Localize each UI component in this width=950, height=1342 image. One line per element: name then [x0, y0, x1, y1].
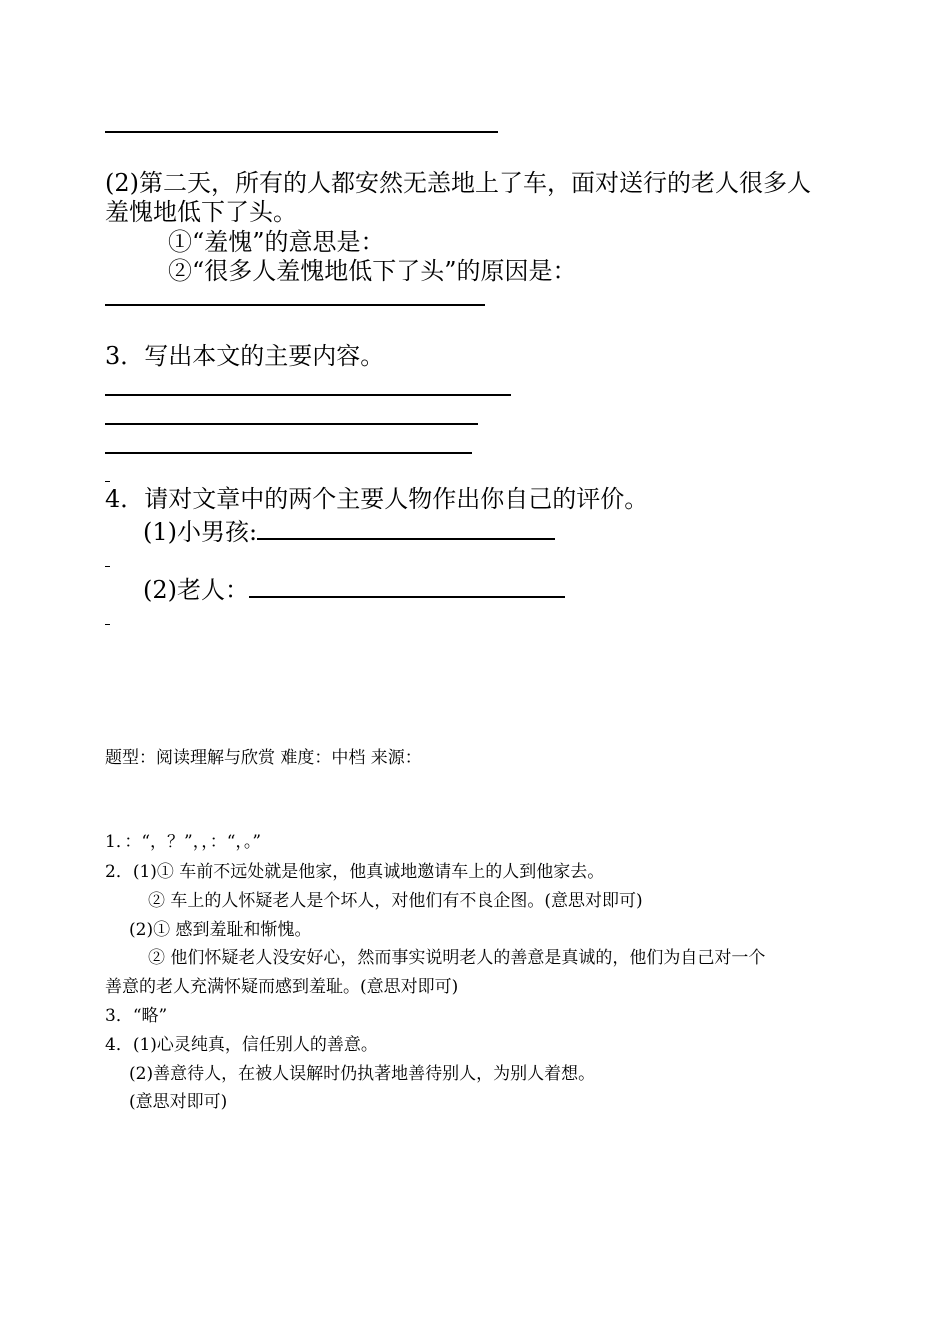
question-meta: 题型：阅读理解与欣赏 难度：中档 来源：: [105, 748, 422, 768]
answer-1: 1．：“，？”，，：“，。”: [105, 832, 262, 852]
question-4-boy: [143, 514, 555, 547]
dash-mark: [105, 481, 110, 482]
old-man-answer-blank[interactable]: [249, 572, 565, 598]
answer-2-2-1: (2)① 感到羞耻和惭愧。: [129, 920, 312, 940]
question-4-old-label: (2)老人：: [143, 576, 249, 604]
dash-mark: [105, 624, 110, 625]
answer-4-2: (2)善意待人，在被人误解时仍执著地善待别人，为别人着想。: [129, 1064, 596, 1084]
answer-4-3: (意思对即可): [129, 1092, 228, 1112]
question-4-boy-label: (1)小男孩:: [143, 518, 258, 546]
question-2-sub-1: ①“羞愧”的意思是：: [168, 228, 385, 256]
question-2-part-2-cont: 羞愧地低下了头。: [105, 198, 297, 226]
dash-mark: [105, 566, 110, 567]
question-4-old-man: [143, 572, 565, 605]
answer-line[interactable]: [105, 304, 485, 306]
answer-3: 3．“略”: [105, 1006, 168, 1026]
answer-2-1-2: ② 车上的人怀疑老人是个坏人，对他们有不良企图。(意思对即可): [148, 891, 643, 911]
answer-line[interactable]: [105, 131, 498, 133]
question-3: 3．写出本文的主要内容。: [105, 342, 385, 370]
question-2-part-2: (2)第二天，所有的人都安然无恙地上了车，面对送行的老人很多人: [105, 169, 811, 197]
question-2-sub-2: ②“很多人羞愧地低下了头”的原因是：: [168, 257, 577, 285]
answer-line[interactable]: [105, 394, 511, 396]
answer-2-1-1: 2．(1)① 车前不远处就是他家，他真诚地邀请车上的人到他家去。: [105, 862, 605, 882]
answer-4-1: 4．(1)心灵纯真，信任别人的善意。: [105, 1035, 378, 1055]
answer-2-2-2: ② 他们怀疑老人没安好心，然而事实说明老人的善意是真诚的，他们为自己对一个: [148, 948, 766, 968]
boy-answer-blank[interactable]: [257, 514, 555, 540]
question-4: 4．请对文章中的两个主要人物作出你自己的评价。: [105, 485, 649, 513]
answer-line[interactable]: [105, 452, 472, 454]
answer-2-2-3: 善意的老人充满怀疑而感到羞耻。(意思对即可): [105, 977, 459, 997]
answer-line[interactable]: [105, 423, 478, 425]
